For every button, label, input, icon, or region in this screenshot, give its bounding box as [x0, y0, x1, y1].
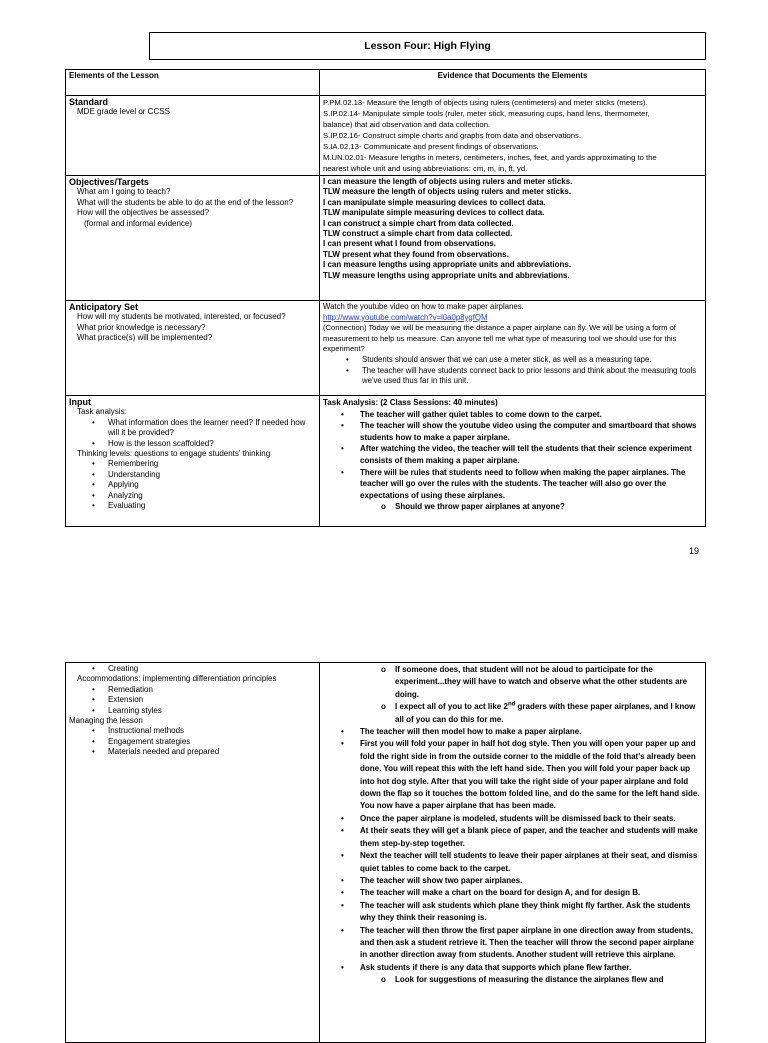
lesson-table-continued — [65, 662, 706, 1043]
continued-left — [66, 663, 320, 1043]
header-elements: Elements of the Lesson — [66, 70, 320, 96]
input-bullets — [323, 409, 702, 502]
accommodations-label: Accommodations: implementing differentiation principles — [77, 674, 277, 684]
objectives-left — [66, 176, 320, 301]
managing-label: Managing the lesson — [69, 716, 143, 726]
standard-line: S.IP.02.14- Manipulate simple tools (ruler, meter stick, measuring cups, hand lens, thermometer, — [323, 109, 650, 118]
list-item: o Look for suggestions of measuring the distance the airplanes flew and — [323, 974, 702, 986]
list-item: • Applying — [69, 480, 316, 490]
list-item: • Once the paper airplane is modeled, students will be dismissed back to their seats. — [323, 813, 702, 825]
objectives-question: How will the objectives be assessed? — [77, 208, 210, 218]
list-item: • There will be rules that students need to follow when making the paper airplanes. The teacher will go over the rules with the students. The teacher will also go over the expectations of using these airplanes. — [323, 467, 702, 502]
list-item: • Understanding — [69, 470, 316, 480]
list-item: • The teacher will then throw the first paper airplane in one direction away from students, and then ask a student retrieve it. Then the teacher will throw the second paper airplane in another direction away from students. Another student will retrieve this airplane. — [323, 925, 702, 962]
managing-bullets — [69, 726, 316, 757]
standard-line: M.UN.02.01- Measure lengths in meters, centimeters, inches, feet, and yards approximating to the — [323, 153, 657, 162]
youtube-link[interactable]: http://www.youtube.com/watch?v=l0a0p8ygfQM — [323, 312, 488, 322]
list-item: • Remediation — [69, 685, 316, 695]
list-item: • Students should answer that we can use a meter stick, as well as a measuring tape. — [323, 355, 702, 366]
objectives-right — [320, 176, 706, 301]
list-item: • Next the teacher will tell students to leave their paper airplanes at their seat, and dismiss quiet tables to come back to the carpet. — [323, 850, 702, 875]
continued-last-sub — [323, 974, 702, 986]
task-analysis-title: Task Analysis: (2 Class Sessions: 40 minutes) — [323, 398, 498, 407]
list-item — [323, 701, 702, 726]
sub-text: I expect all of you to act like 2 — [395, 702, 508, 712]
list-item: • Learning styles — [69, 706, 316, 716]
header-evidence: Evidence that Documents the Elements — [320, 70, 706, 96]
objective-line: TLW construct a simple chart from data collected. — [323, 229, 513, 239]
objective-line: I can measure lengths using appropriate units and abbreviations. — [323, 260, 572, 270]
list-item: • The teacher will show two paper airplanes. — [323, 875, 702, 887]
list-item: • What information does the learner need? If needed how will it be provided? — [69, 418, 316, 439]
list-item: • The teacher will ask students which plane they think might fly farther. Ask the students why they think their reasoning is. — [323, 900, 702, 925]
task-analysis-label: Task analysis: — [77, 407, 127, 417]
anticipatory-question: How will my students be motivated, interested, or focused? — [77, 312, 286, 322]
anticipatory-bullets — [323, 355, 702, 387]
list-item: o If someone does, that student will not be aloud to participate for the experiment...they will have to watch and observe what the other students are doing. — [323, 664, 702, 701]
list-item: • Instructional methods — [69, 726, 316, 736]
input-right — [320, 396, 706, 527]
list-item: • Evaluating — [69, 501, 316, 511]
list-item: • The teacher will show the youtube video using the computer and smartboard that shows students how to make a paper airplane. — [323, 420, 702, 443]
objectives-question: (formal and informal evidence) — [84, 218, 193, 228]
list-item: • Ask students if there is any data that supports which plane flew farther. — [323, 962, 702, 974]
list-item: • At their seats they will get a blank piece of paper, and the teacher and students will make them step-by-step together. — [323, 825, 702, 850]
list-item: • How is the lesson scaffolded? — [69, 439, 316, 449]
anticipatory-connection: (Connection) Today we will be measuring the distance a paper airplane can fly. We will be using a form of measurement to help us measure. Can anyone tell me what type of measuring tool we should use for this experiment? — [323, 323, 677, 354]
objectives-question: What will the students be able to do at the end of the lesson? — [77, 197, 294, 207]
thinking-levels-label: Thinking levels: questions to engage students' thinking — [77, 449, 271, 459]
objectives-question: What am I going to teach? — [77, 187, 171, 197]
standard-line: P.PM.02.13- Measure the length of objects using rulers (centimeters) and meter sticks (meters). — [323, 98, 648, 107]
list-item: o Should we throw paper airplanes at anyone? — [323, 501, 702, 513]
objective-line: I can manipulate simple measuring devices to collect data. — [323, 197, 546, 207]
list-item: • Remembering — [69, 459, 316, 469]
anticipatory-title: Anticipatory Set — [69, 302, 139, 312]
anticipatory-intro: Watch the youtube video on how to make paper airplanes. — [323, 302, 524, 311]
standard-line: nearest whole unit and using abbreviations: cm, m, in, ft, yd. — [323, 164, 528, 173]
page-number: 19 — [689, 546, 700, 556]
continued-bullets — [323, 726, 702, 974]
standard-right — [320, 96, 706, 176]
page-title: Lesson Four: High Flying — [149, 32, 706, 60]
standard-title: Standard — [69, 97, 109, 107]
anticipatory-left — [66, 301, 320, 396]
objective-line: TLW present what they found from observations. — [323, 249, 509, 259]
sub-sup: nd — [507, 701, 516, 708]
standard-line: S.IP.02.16- Construct simple charts and graphs from data and observations. — [323, 131, 581, 140]
lesson-table-top — [65, 69, 706, 527]
list-item: • The teacher will make a chart on the board for design A, and for design B. — [323, 887, 702, 899]
list-item: • After watching the video, the teacher will tell the students that their science experiment consists of them making a paper airplane. — [323, 443, 702, 466]
continued-sub-bullets — [323, 664, 702, 726]
objective-line: I can construct a simple chart from data collected. — [323, 218, 514, 228]
objective-line: TLW measure the length of objects using rulers and meter sticks. — [323, 187, 572, 197]
objective-line: TLW measure lengths using appropriate units and abbreviations. — [323, 270, 570, 280]
standard-left — [66, 96, 320, 176]
list-item: • Analyzing — [69, 491, 316, 501]
list-item: • Materials needed and prepared — [69, 747, 316, 757]
list-item: • Creating — [69, 664, 316, 674]
anticipatory-right — [320, 301, 706, 396]
anticipatory-question: What practice(s) will be implemented? — [77, 333, 213, 343]
sub-text: graders with these paper airplanes, and I know all of you can do this for me. — [395, 702, 696, 724]
list-item: • First you will fold your paper in half hot dog style. Then you will open your paper up and fold the right side in from the outside corner to the middle of the fold that's already been done. You will repeat this with the left hand side. Then you will fold your paper back up into hot dog style. After that you will take the right side of your paper airplane and fold down the flap so it touches the bottom folded line, and do the same for the left hand side. You now have a paper airplane that has been made. — [323, 738, 702, 812]
input-sub-bullets — [323, 501, 702, 513]
standard-line: S.IA.02.13- Communicate and present findings of observations. — [323, 142, 539, 151]
standard-left-line: MDE grade level or CCSS — [77, 107, 170, 117]
anticipatory-question: What prior knowledge is necessary? — [77, 322, 206, 332]
objective-line: I can measure the length of objects using rulers and meter sticks. — [323, 177, 573, 186]
continued-right — [320, 663, 706, 1043]
task-bullets — [69, 418, 316, 449]
objectives-title: Objectives/Targets — [69, 177, 149, 187]
thinking-bullets — [69, 459, 316, 511]
list-item: • Extension — [69, 695, 316, 705]
standard-line: balance) that aid observation and data collection. — [323, 120, 491, 129]
list-item: • The teacher will gather quiet tables to come down to the carpet. — [323, 409, 702, 421]
creating-bullet — [69, 664, 316, 674]
list-item: • The teacher will then model how to make a paper airplane. — [323, 726, 702, 738]
objective-line: I can present what I found from observations. — [323, 239, 496, 249]
input-left — [66, 396, 320, 527]
accommodations-bullets — [69, 685, 316, 716]
list-item: • Engagement strategies — [69, 737, 316, 747]
list-item: • The teacher will have students connect back to prior lessons and think about the measuring tools we've used thus far in this unit. — [323, 366, 702, 387]
objective-line: TLW manipulate simple measuring devices to collect data. — [323, 208, 545, 218]
input-title: Input — [69, 397, 91, 407]
